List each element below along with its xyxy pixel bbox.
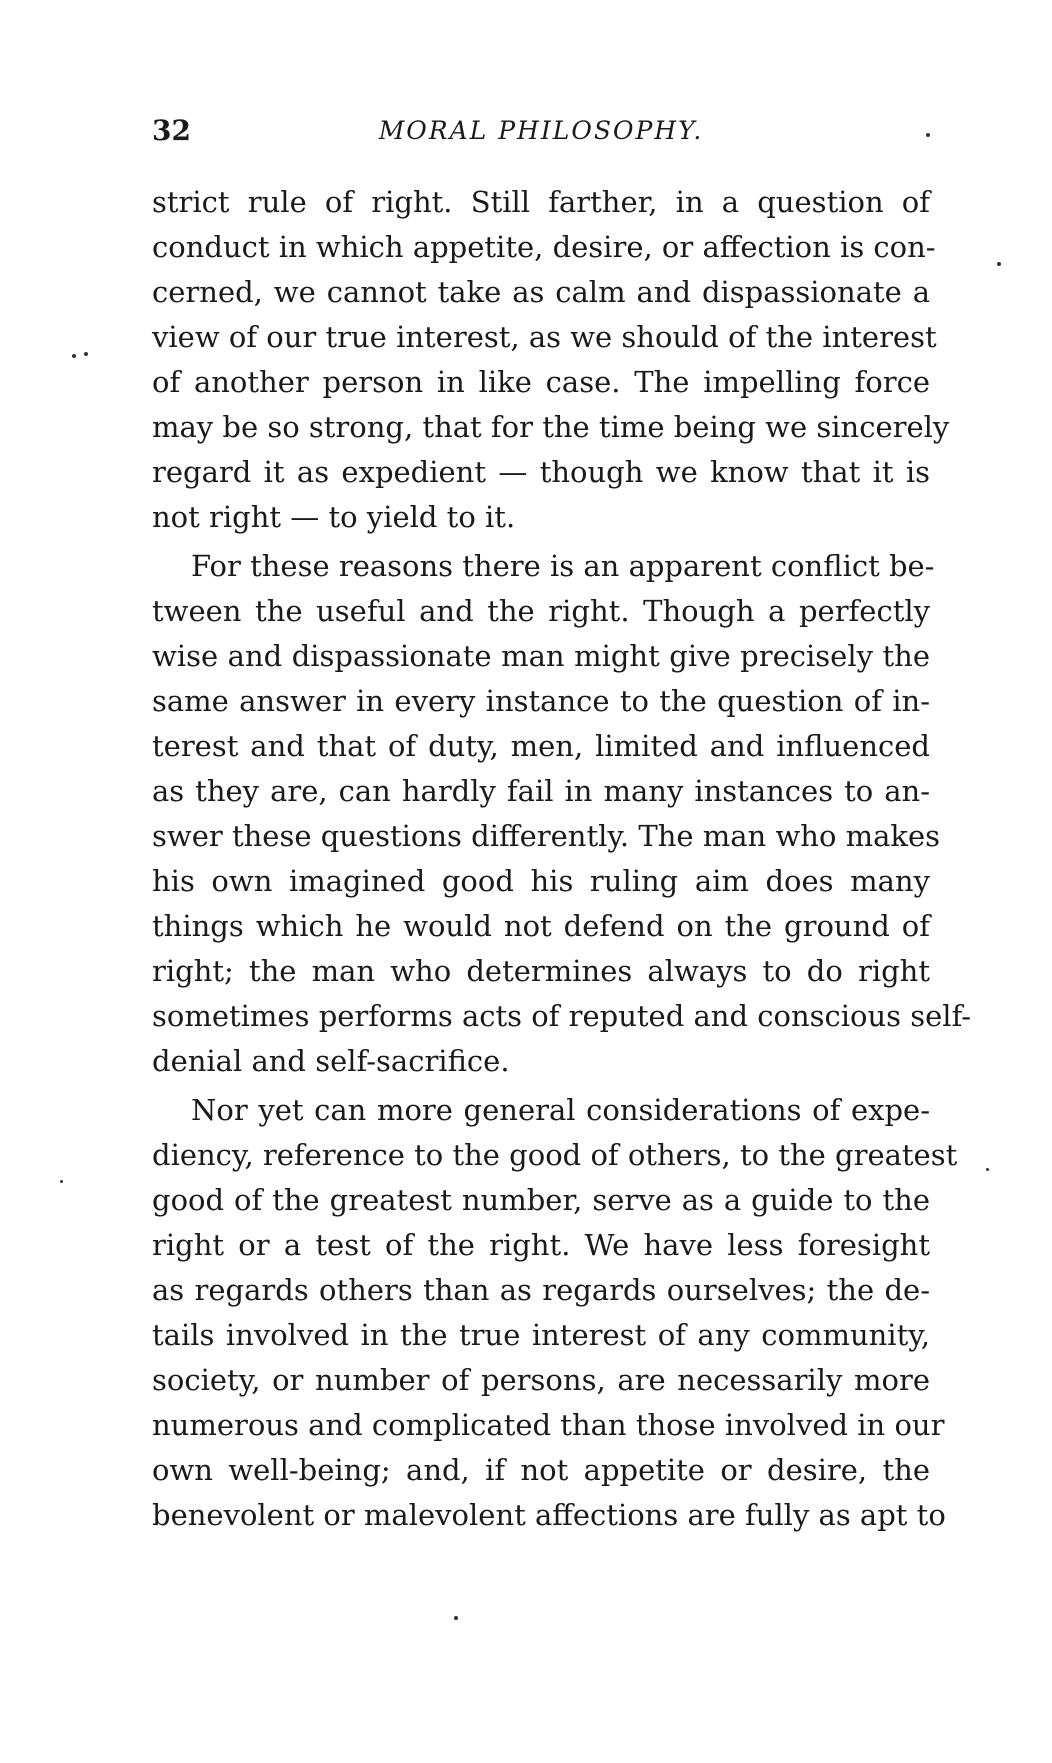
text-line: swer these questions differently. The man who makes xyxy=(152,819,941,853)
text-line: cerned, we cannot take as calm and dispassionate a xyxy=(152,275,930,309)
text-line: wise and dispassionate man might give precisely the xyxy=(152,639,930,673)
text-line: right; the man who determines always to do right xyxy=(152,954,930,988)
page-number: 32 xyxy=(152,114,191,147)
text-line: his own imagined good his ruling aim does many xyxy=(152,864,930,898)
text-line: view of our true interest, as we should of the interest xyxy=(152,320,937,354)
scan-speck xyxy=(72,354,76,358)
text-line: same answer in every instance to the question of in- xyxy=(152,684,930,718)
text-line: terest and that of duty, men, limited and influenced xyxy=(152,729,930,763)
text-line: tween the useful and the right. Though a perfectly xyxy=(152,594,930,628)
scan-speck xyxy=(986,1168,989,1171)
text-line: diency, reference to the good of others, to the greatest xyxy=(152,1138,958,1172)
text-line: not right — to yield to it. xyxy=(152,500,516,534)
text-line: benevolent or malevolent affections are fully as apt to xyxy=(152,1498,946,1532)
text-line: things which he would not defend on the ground of xyxy=(152,909,930,943)
text-line: own well-being; and, if not appetite or desire, the xyxy=(152,1453,930,1487)
paragraph-3 xyxy=(152,1088,958,1538)
paragraph-2 xyxy=(152,544,972,1084)
text-line: denial and self-sacrifice. xyxy=(152,1044,510,1078)
scan-speck xyxy=(84,352,88,356)
text-line: regard it as expedient — though we know that it is xyxy=(152,455,930,489)
running-title: MORAL PHILOSOPHY. xyxy=(378,116,704,145)
running-head xyxy=(152,114,930,154)
text-line: strict rule of right. Still farther, in a question of xyxy=(152,185,930,219)
scan-speck xyxy=(926,133,930,137)
text-line: numerous and complicated than those involved in our xyxy=(152,1408,945,1442)
text-line: society, or number of persons, are necessarily more xyxy=(152,1363,930,1397)
body-text xyxy=(152,180,972,1538)
text-line: conduct in which appetite, desire, or affection is con- xyxy=(152,230,936,264)
text-line: right or a test of the right. We have less foresight xyxy=(152,1228,930,1262)
text-line: tails involved in the true interest of any community, xyxy=(152,1318,930,1352)
text-line: good of the greatest number, serve as a guide to the xyxy=(152,1183,930,1217)
scan-speck xyxy=(454,1616,458,1620)
text-line: sometimes performs acts of reputed and conscious self- xyxy=(152,999,972,1033)
text-line: may be so strong, that for the time being we sincerely xyxy=(152,410,950,444)
text-line: as regards others than as regards ourselves; the de- xyxy=(152,1273,930,1307)
paragraph-1 xyxy=(152,180,950,540)
scan-speck xyxy=(60,1180,63,1183)
text-line: Nor yet can more general considerations of expe- xyxy=(191,1093,930,1127)
text-line: as they are, can hardly fail in many instances to an- xyxy=(152,774,930,808)
text-line: of another person in like case. The impelling force xyxy=(152,365,930,399)
text-line: For these reasons there is an apparent conflict be- xyxy=(191,549,935,583)
scan-speck xyxy=(997,262,1001,266)
